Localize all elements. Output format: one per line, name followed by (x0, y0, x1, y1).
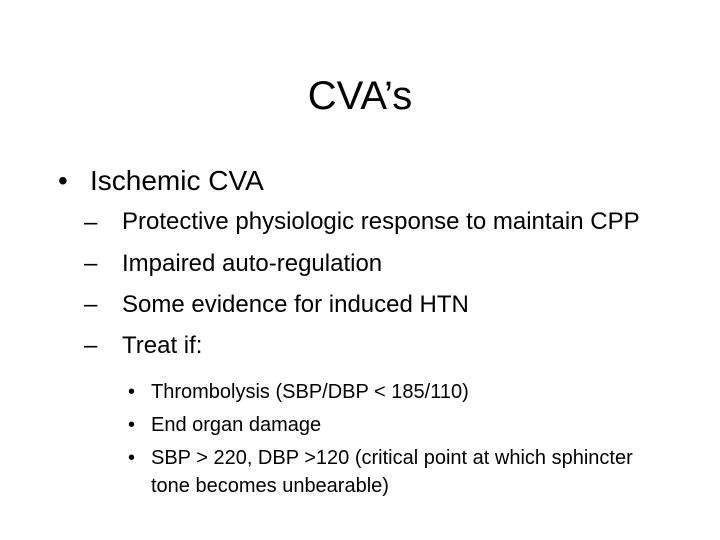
subbullet-treat-if (84, 325, 678, 366)
bullet-text: Ischemic CVA (90, 165, 264, 196)
treat-if-conditions (58, 378, 678, 500)
subbullet-induced-htn (84, 284, 678, 325)
dash-marker: – (84, 250, 98, 277)
subbullet-text: Some evidence for induced HTN (122, 291, 469, 318)
subbullet-auto-regulation (84, 243, 678, 284)
subbullet-protective-response (84, 202, 678, 243)
bullet-ischemic-cva (58, 160, 678, 202)
bullet-marker: • (128, 447, 136, 469)
dash-marker: – (84, 209, 98, 236)
dash-marker: – (84, 332, 98, 359)
condition-end-organ-damage (128, 411, 678, 439)
bullet-list (58, 160, 678, 505)
condition-text: End organ damage (151, 414, 322, 436)
condition-text: SBP > 220, DBP >120 (critical point at which sphincter tone becomes unbearable) (151, 447, 633, 497)
bullet-marker: • (128, 381, 136, 403)
condition-thrombolysis (128, 378, 678, 406)
slide-title: CVA’s (307, 74, 413, 118)
bullet-marker: • (58, 165, 68, 196)
condition-sbp-dbp (128, 444, 678, 500)
subbullet-text: Treat if: (122, 332, 203, 359)
condition-text: Thrombolysis (SBP/DBP < 185/110) (151, 381, 469, 403)
bullet-marker: • (128, 414, 136, 436)
subbullet-text: Protective physiologic response to maintain CPP (122, 208, 640, 235)
dash-marker: – (84, 291, 98, 318)
subbullet-text: Impaired auto-regulation (122, 250, 383, 277)
